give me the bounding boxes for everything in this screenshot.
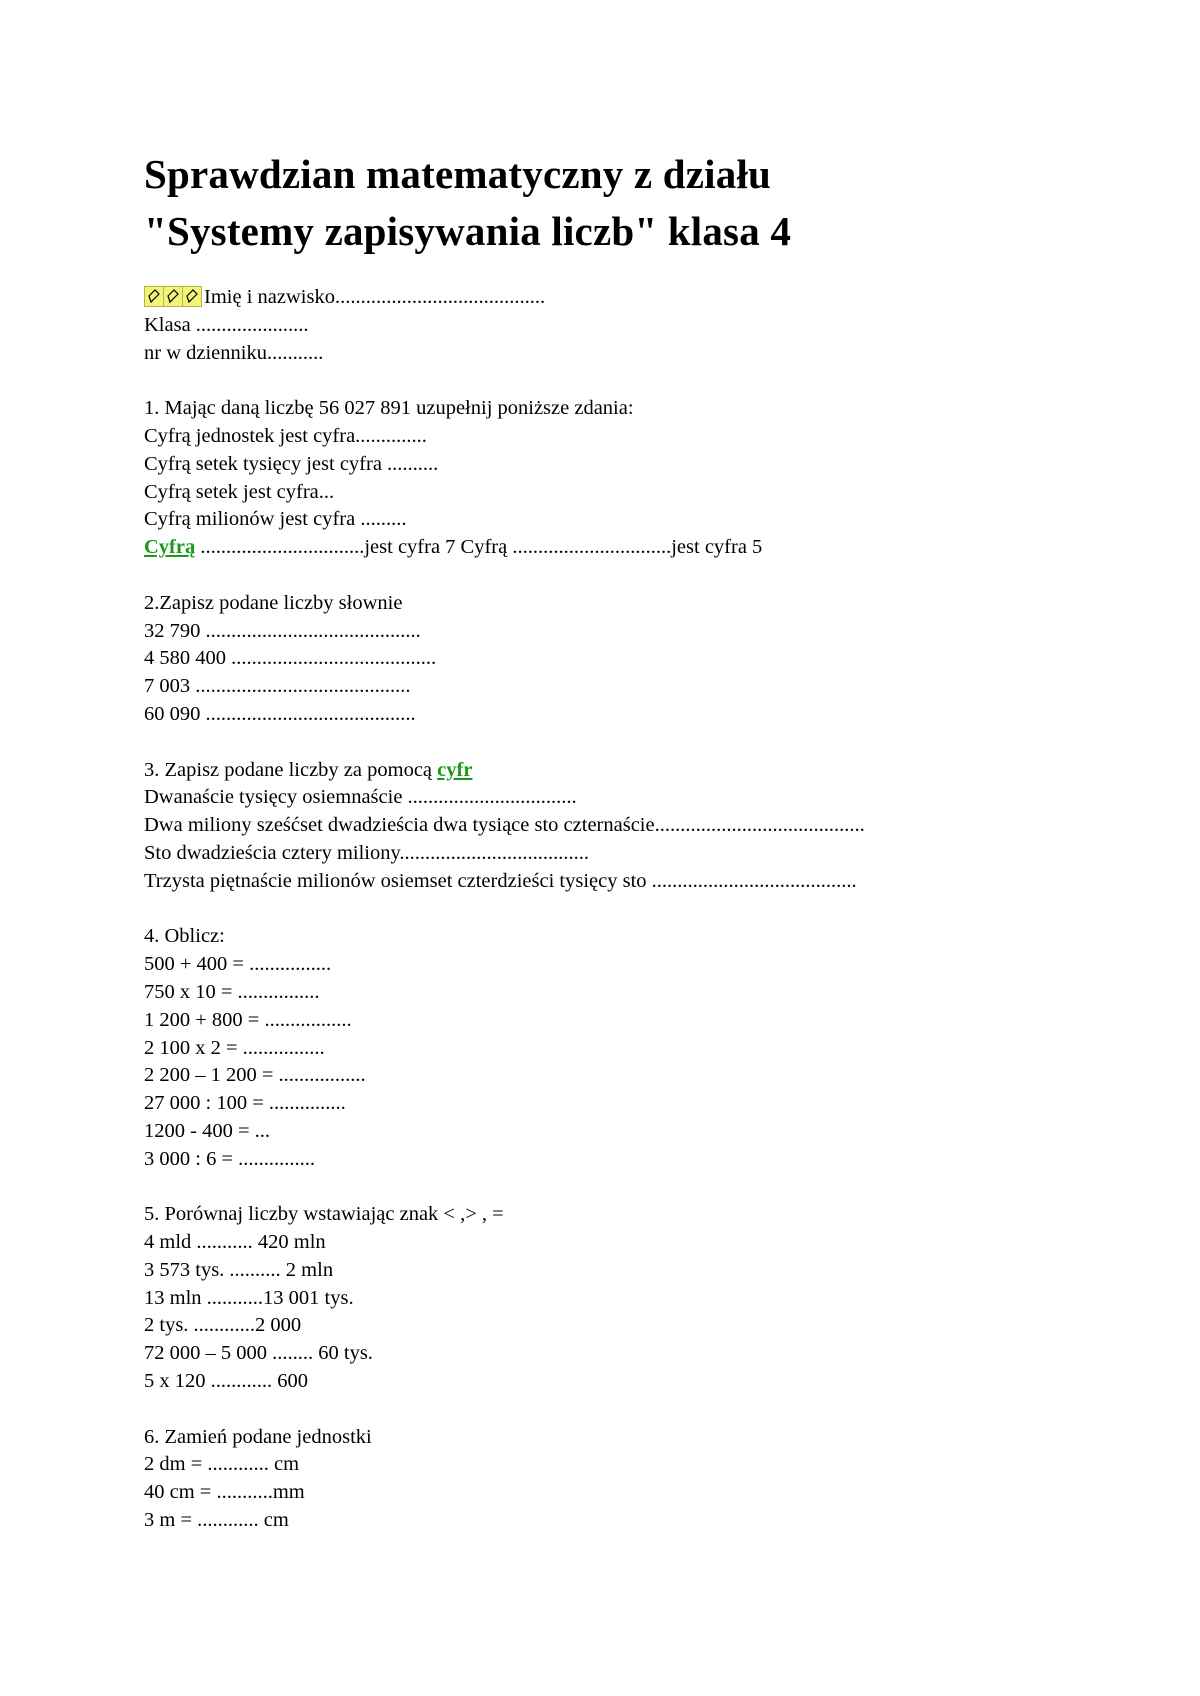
q2-line: 32 790 .......................................... [144,619,421,642]
cyfr-link[interactable]: cyfr [437,758,473,781]
q2-line: 7 003 .......................................... [144,675,411,698]
title-line-2: "Systemy zapisywania liczb" klasa 4 [144,208,792,254]
q5-line: 3 573 tys. .......... 2 mln [144,1258,334,1281]
q6-heading: 6. Zamień podane jednostki [144,1425,372,1448]
q4-line: 500 + 400 = ................ [144,953,332,976]
q4-line: 750 x 10 = ................ [144,980,320,1003]
q3-line: Dwa miliony sześćset dwadzieścia dwa tysiące sto czternaście......................................... [144,814,865,837]
pencil-icon [183,287,201,306]
pencil-icon [164,287,183,306]
q3-line: Trzysta piętnaście milionów osiemset czterdzieści tysięcy sto ........................................ [144,869,857,892]
title-line-1: Sprawdzian matematyczny z działu [144,151,772,197]
q1-line-last [144,534,1064,562]
q1-heading: 1. Mając daną liczbę 56 027 891 uzupełnij poniższe zdania: [144,397,634,420]
q1-last-rest: ................................jest cyfra 7 Cyfrą ...............................jest cyfra 5 [195,536,763,559]
q4-line: 3 000 : 6 = ............... [144,1147,316,1170]
q4-line: 1200 - 400 = ... [144,1119,271,1142]
q4-line: 2 100 x 2 = ................ [144,1036,325,1059]
page-title [144,146,1064,260]
q3-line: Dwanaście tysięcy osiemnaście ................................. [144,786,577,809]
q5-heading: 5. Porównaj liczby wstawiając znak < ,> , = [144,1203,504,1226]
q4-line: 1 200 + 800 = ................. [144,1008,352,1031]
q2-heading: 2.Zapisz podane liczby słownie [144,591,403,614]
cyfra-link[interactable]: Cyfrą [144,536,196,559]
q4-line: 27 000 : 100 = ............... [144,1092,346,1115]
q5-line: 4 mld ........... 420 mln [144,1231,326,1254]
name-field-label: Imię i nazwisko......................................... [204,286,546,308]
q2-line: 4 580 400 ........................................ [144,647,437,670]
q5-line: 5 x 120 ............ 600 [144,1370,308,1393]
q3-heading-text: 3. Zapisz podane liczby za pomocą [144,758,438,781]
q1-line: Cyfrą jednostek jest cyfra.............. [144,424,427,447]
name-line [144,284,1064,312]
q6-line: 3 m = ............ cm [144,1509,289,1532]
document-page [144,146,1064,1535]
q5-line: 13 mln ...........13 001 tys. [144,1286,354,1309]
register-number-label: nr w dzienniku........... [144,341,324,364]
q4-line: 2 200 – 1 200 = ................. [144,1064,366,1087]
q1-line: Cyfrą setek jest cyfra... [144,480,335,503]
q6-line: 40 cm = ...........mm [144,1481,305,1504]
q1-line: Cyfrą setek tysięcy jest cyfra .......... [144,452,439,475]
q5-line: 72 000 – 5 000 ........ 60 tys. [144,1342,373,1365]
q5-line: 2 tys. ............2 000 [144,1314,302,1337]
q1-line: Cyfrą milionów jest cyfra ......... [144,508,407,531]
pencil-icon [145,287,164,306]
q6-line: 2 dm = ............ cm [144,1453,300,1476]
q2-line: 60 090 ......................................... [144,702,416,725]
q3-line: Sto dwadzieścia cztery miliony..................................... [144,841,590,864]
q4-heading: 4. Oblicz: [144,925,225,948]
q3-heading [144,757,1064,785]
class-field-label: Klasa ...................... [144,313,309,336]
icon-strip [144,286,202,307]
worksheet-body [144,284,1064,1535]
